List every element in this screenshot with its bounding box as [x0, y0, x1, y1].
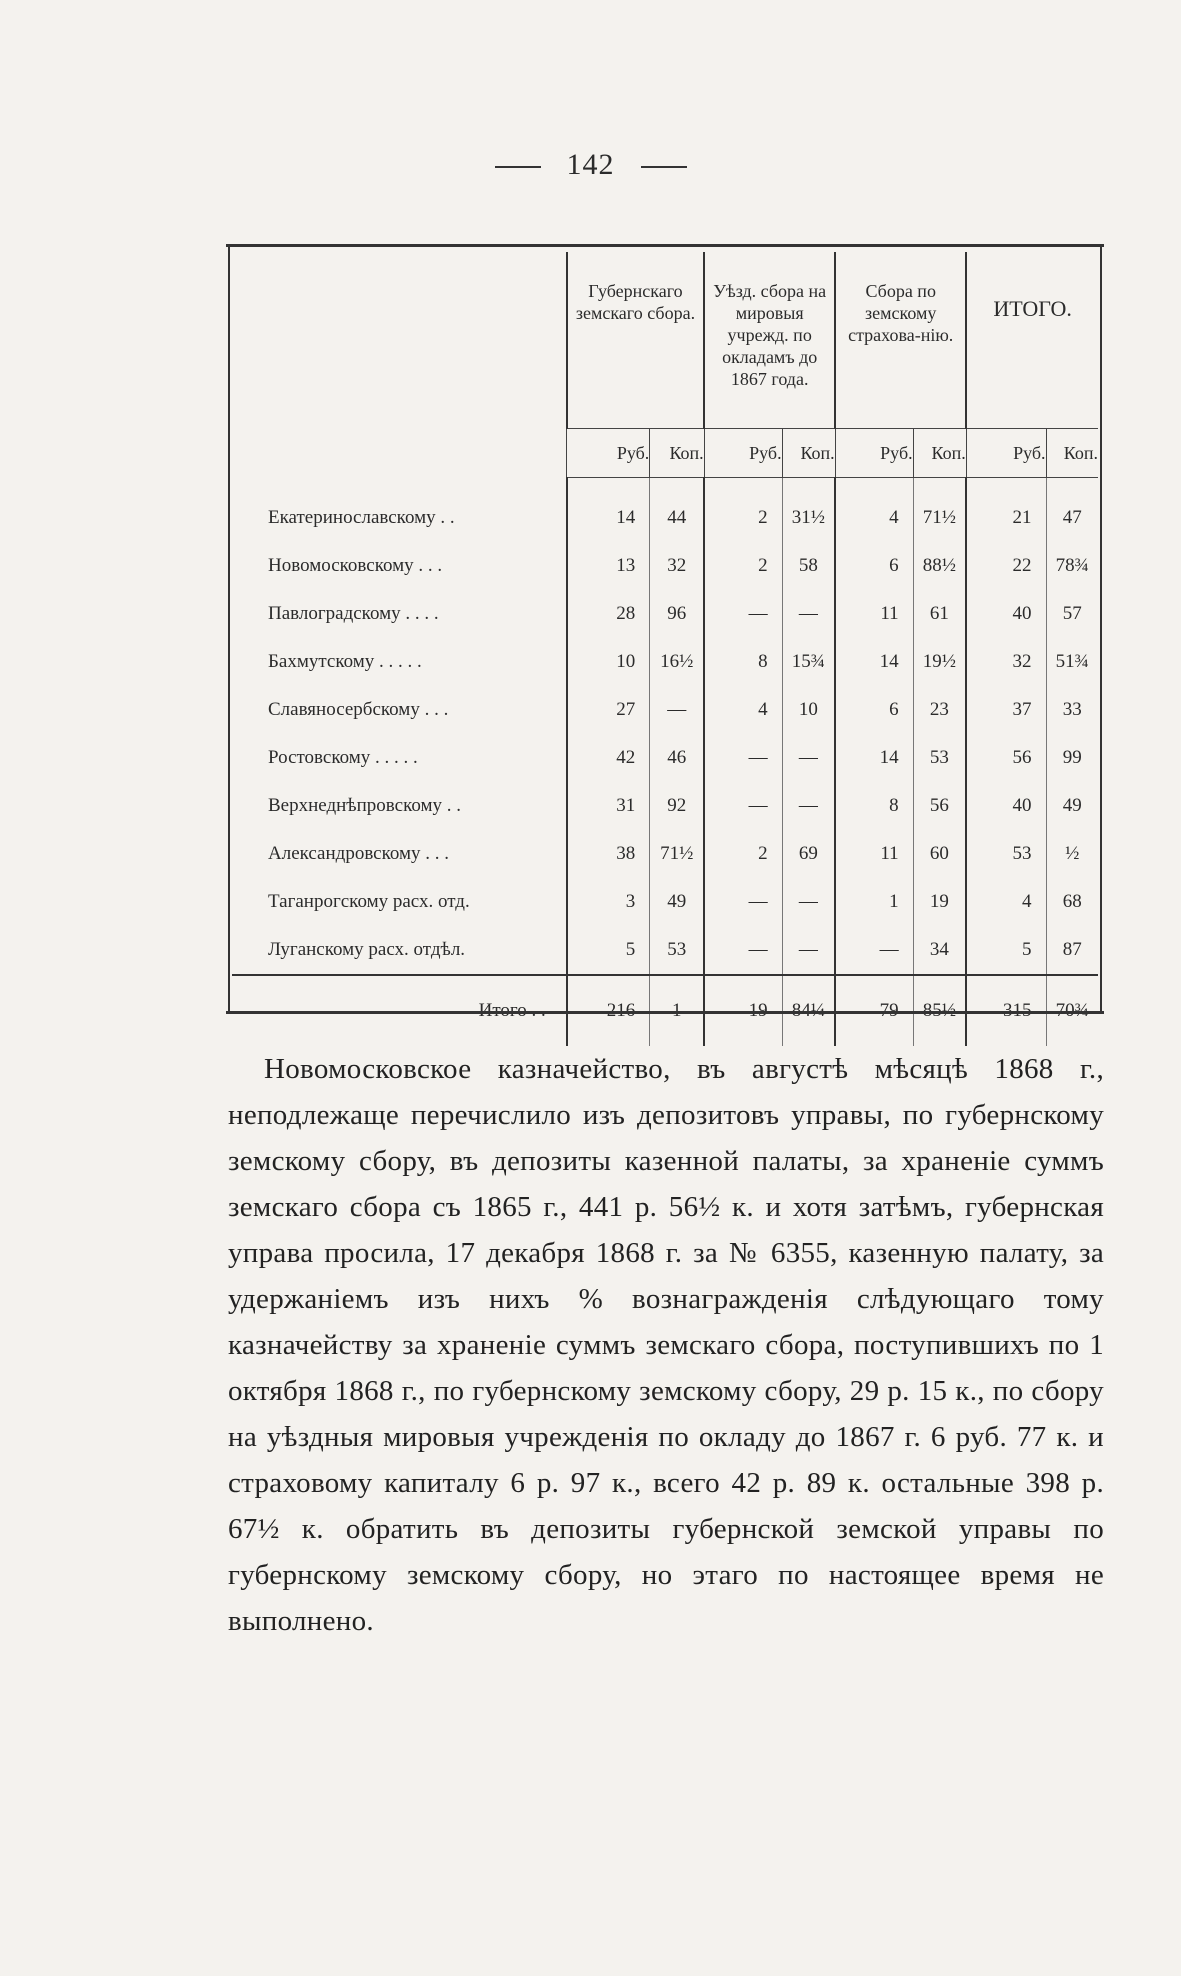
header-uezd: Уѣзд. сбора на мировыя учрежд. по окладамъ до 1867 года.: [704, 252, 835, 429]
cell-kop: 71½: [913, 494, 966, 542]
body-text: [228, 1046, 1104, 1644]
cell-rub: 14: [567, 494, 650, 542]
table-body: [232, 478, 1098, 1047]
page-number-line: [0, 148, 1181, 182]
cell-kop: ½: [1046, 830, 1098, 878]
header-strakh: Сбора по земскому страхова-нію.: [835, 252, 966, 429]
cell-rub: 40: [966, 782, 1046, 830]
dash-right: [641, 166, 687, 168]
table-row: [232, 590, 1098, 638]
cell-kop: 23: [913, 686, 966, 734]
cell-kop: 56: [913, 782, 966, 830]
row-label: Итого . .: [232, 975, 567, 1046]
cell-kop: 68: [1046, 878, 1098, 926]
cell-rub: —: [835, 926, 913, 975]
cell-rub: —: [704, 590, 782, 638]
cell-rub: 10: [567, 638, 650, 686]
cell-rub: 13: [567, 542, 650, 590]
cell-kop: 1: [650, 975, 704, 1046]
subheader-kop: Коп.: [1046, 429, 1098, 478]
cell-rub: 5: [567, 926, 650, 975]
cell-kop: 57: [1046, 590, 1098, 638]
table-left-rule: [228, 244, 230, 1014]
cell-kop: 87: [1046, 926, 1098, 975]
table-row: [232, 734, 1098, 782]
cell-rub: 6: [835, 542, 913, 590]
table-row: [232, 878, 1098, 926]
cell-rub: 40: [966, 590, 1046, 638]
row-label: Павлоградскому . . . .: [268, 603, 439, 624]
cell-rub: 37: [966, 686, 1046, 734]
cell-rub: 4: [835, 494, 913, 542]
cell-kop: 53: [913, 734, 966, 782]
cell-kop: 60: [913, 830, 966, 878]
cell-kop: 34: [913, 926, 966, 975]
paragraph: Новомосковское казначейство, въ августѣ мѣсяцѣ 1868 г., неподлежаще перечислило изъ депозитовъ управы, по губернскому земскому сбору, въ депозиты казенной палаты, за храненіе суммъ земскаго сбора съ 1865 г., 441 р. 56½ к. и хотя затѣмъ, губернская управа просила, 17 декабря 1868 г. за № 6355, казенную палату, за удержаніемъ изъ нихъ % вознагражденія слѣдующаго тому казначейству за храненіе суммъ земскаго сбора, поступившихъ по 1 октября 1868 г., по губернскому земскому сбору, 29 р. 15 к., по сбору на уѣздныя мировыя учрежденія по окладу до 1867 г. 6 руб. 77 к. и страховому капиталу 6 р. 97 к., всего 42 р. 89 к. остальные 398 р. 67½ к. обратить въ депозиты губернской земской управы по губернскому земскому сбору, но этаго по настоящее время не выполнено.: [228, 1053, 1104, 1637]
cell-kop: 69: [782, 830, 835, 878]
cell-rub: 2: [704, 542, 782, 590]
subheader-kop: Коп.: [913, 429, 966, 478]
table-row: [232, 830, 1098, 878]
subheader-rub: Руб.: [567, 429, 650, 478]
cell-kop: 33: [1046, 686, 1098, 734]
cell-rub: 2: [704, 494, 782, 542]
dash-left: [495, 166, 541, 168]
cell-kop: 31½: [782, 494, 835, 542]
cell-rub: 19: [704, 975, 782, 1046]
cell-rub: 38: [567, 830, 650, 878]
cell-kop: 15¾: [782, 638, 835, 686]
cell-rub: 32: [966, 638, 1046, 686]
row-label: Верхнеднѣпровскому . .: [268, 795, 461, 816]
cell-kop: 96: [650, 590, 704, 638]
cell-kop: —: [782, 590, 835, 638]
cell-kop: —: [782, 926, 835, 975]
row-label: Славяносербскому . . .: [268, 699, 449, 720]
subheader-row: [232, 429, 1098, 478]
header-gub: Губернскаго земскаго сбора.: [567, 252, 704, 429]
cell-rub: 2: [704, 830, 782, 878]
cell-rub: —: [704, 782, 782, 830]
cell-kop: 49: [1046, 782, 1098, 830]
cell-rub: 14: [835, 734, 913, 782]
cell-kop: 19½: [913, 638, 966, 686]
table-top-rule: [226, 244, 1104, 247]
row-label: Луганскому расх. отдѣл.: [268, 939, 466, 960]
cell-kop: 61: [913, 590, 966, 638]
cell-kop: 44: [650, 494, 704, 542]
cell-kop: 49: [650, 878, 704, 926]
row-label: Александровскому . . .: [268, 843, 450, 864]
cell-rub: 5: [966, 926, 1046, 975]
table-bottom-rule: [226, 1011, 1104, 1014]
header-row: [232, 252, 1098, 429]
cell-kop: 47: [1046, 494, 1098, 542]
table-row: [232, 638, 1098, 686]
cell-rub: 42: [567, 734, 650, 782]
cell-kop: 53: [650, 926, 704, 975]
cell-kop: 46: [650, 734, 704, 782]
summary-table: [226, 244, 1104, 1021]
cell-kop: 85½: [913, 975, 966, 1046]
cell-kop: —: [650, 686, 704, 734]
row-label: Таганрогскому расх. отд.: [268, 891, 470, 912]
page-number: 142: [566, 148, 615, 181]
cell-rub: 8: [835, 782, 913, 830]
header-empty: [232, 252, 567, 429]
subheader-kop: Коп.: [650, 429, 704, 478]
cell-kop: —: [782, 782, 835, 830]
cell-rub: 27: [567, 686, 650, 734]
cell-rub: —: [704, 734, 782, 782]
table-row: [232, 686, 1098, 734]
spacer-row: [232, 478, 1098, 495]
cell-kop: 51¾: [1046, 638, 1098, 686]
cell-kop: 58: [782, 542, 835, 590]
cell-rub: 11: [835, 590, 913, 638]
cell-rub: 28: [567, 590, 650, 638]
subheader-empty: [232, 429, 567, 478]
header-itogo: ИТОГО.: [966, 252, 1098, 429]
subheader-rub: Руб.: [704, 429, 782, 478]
cell-rub: 11: [835, 830, 913, 878]
cell-rub: 56: [966, 734, 1046, 782]
row-label: Ростовскому . . . . .: [268, 747, 418, 768]
cell-rub: 79: [835, 975, 913, 1046]
cell-kop: 88½: [913, 542, 966, 590]
row-label: Новомосковскому . . .: [268, 555, 443, 576]
cell-rub: —: [704, 878, 782, 926]
row-label: Екатеринославскому . .: [268, 507, 455, 528]
cell-rub: 22: [966, 542, 1046, 590]
cell-rub: 8: [704, 638, 782, 686]
cell-kop: 32: [650, 542, 704, 590]
cell-kop: 71½: [650, 830, 704, 878]
subheader-rub: Руб.: [966, 429, 1046, 478]
cell-rub: 31: [567, 782, 650, 830]
cell-kop: 78¾: [1046, 542, 1098, 590]
cell-kop: 16½: [650, 638, 704, 686]
table-row: [232, 782, 1098, 830]
cell-kop: —: [782, 734, 835, 782]
cell-kop: 19: [913, 878, 966, 926]
cell-rub: 315: [966, 975, 1046, 1046]
table-right-rule: [1100, 244, 1102, 1014]
table-row: [232, 542, 1098, 590]
cell-rub: 6: [835, 686, 913, 734]
cell-rub: 14: [835, 638, 913, 686]
cell-kop: 10: [782, 686, 835, 734]
cell-kop: 84¼: [782, 975, 835, 1046]
cell-rub: 4: [704, 686, 782, 734]
cell-rub: —: [704, 926, 782, 975]
cell-rub: 53: [966, 830, 1046, 878]
subheader-kop: Коп.: [782, 429, 835, 478]
cell-rub: 21: [966, 494, 1046, 542]
cell-kop: 92: [650, 782, 704, 830]
table-row: [232, 494, 1098, 542]
row-label: Бахмутскому . . . . .: [268, 651, 422, 672]
cell-kop: 99: [1046, 734, 1098, 782]
cell-rub: 1: [835, 878, 913, 926]
subheader-rub: Руб.: [835, 429, 913, 478]
cell-rub: 216: [567, 975, 650, 1046]
cell-kop: 70¾: [1046, 975, 1098, 1046]
cell-rub: 3: [567, 878, 650, 926]
table-row: [232, 926, 1098, 975]
data-table: [232, 252, 1098, 1046]
cell-kop: —: [782, 878, 835, 926]
cell-rub: 4: [966, 878, 1046, 926]
